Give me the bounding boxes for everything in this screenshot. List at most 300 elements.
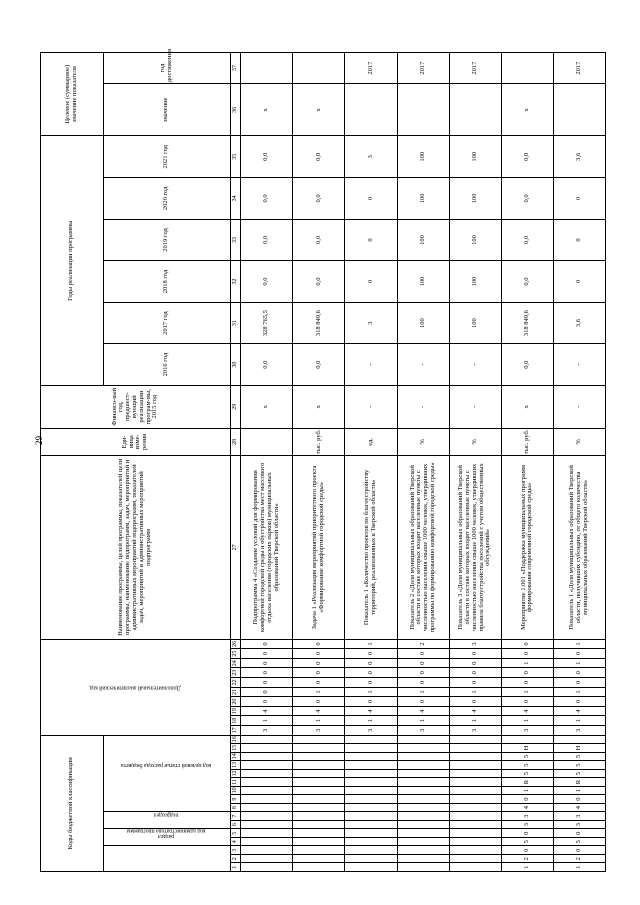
budget-code-cell [293,769,345,778]
budget-code-cell [397,846,449,855]
analytic-code-cell: 1 [293,687,345,697]
column-index-cell: 2 [230,854,240,863]
budget-code-cell: R [501,778,553,787]
program-table [40,49,606,872]
budget-code-cell: Н [501,744,553,753]
analytic-code-cell: 3 [293,726,345,736]
analytic-code-cell: 1 [449,716,501,726]
budget-code-cell: 5 [501,752,553,761]
budget-code-cell [345,812,397,821]
budget-code-cell [449,829,501,838]
analytic-code-cell: 0 [241,697,293,707]
analytic-code-cell: 0 [345,649,397,659]
year-value-cell: 3 [345,136,397,178]
unit-cell: % [397,428,449,456]
year-2019-header: 2019 год [103,219,230,261]
column-index-cell: 27 [230,456,240,639]
analytic-code-cell: 3 [449,639,501,649]
budget-code-cell [345,803,397,812]
budget-code-cell [241,837,293,846]
analytic-code-cell: 0 [449,668,501,678]
year-value-cell: 0,0 [501,219,553,261]
year-value-cell: 0,0 [241,261,293,303]
target-year-cell [241,53,293,84]
target-code-header: код целевой статьи расхода бюджета [103,735,230,812]
analytic-code-cell: 0 [345,697,397,707]
analytic-code-cell: 4 [345,706,397,716]
budget-code-cell: 3 [501,820,553,829]
budget-code-cell [241,752,293,761]
budget-code-cell: 3 [501,812,553,821]
year-value-cell: 100 [449,302,501,344]
budget-code-cell: 0 [501,829,553,838]
analytic-code-cell: 0 [397,697,449,707]
item-name-cell: Показатель 1 «Доля муниципальных образований Тверской области, получивших субсидию, от общего количества муниципальных образований Тверской области» [553,456,605,639]
budget-code-cell [241,735,293,744]
year-value-cell: 0,0 [501,344,553,386]
analytic-code-cell: 0 [397,658,449,668]
budget-code-cell: 0 [501,795,553,804]
budget-code-cell [345,752,397,761]
year-value-cell: 0,0 [241,219,293,261]
budget-code-cell: R [553,778,605,787]
document-sheet [40,49,606,872]
unit-cell [241,428,293,456]
budget-code-cell [241,778,293,787]
budget-code-cell [241,786,293,795]
header-row-1 [41,53,104,872]
target-cell: х [241,84,293,136]
year-2021-header: 2021 год [103,136,230,178]
year-2018-header: 2018 год [103,261,230,303]
budget-code-cell: 0 [501,846,553,855]
analytic-code-cell: 0 [501,697,553,707]
table-row [449,53,501,872]
fin-year-cell: - [345,385,397,428]
analytic-code-cell: 0 [293,697,345,707]
analytic-code-cell: 1 [345,639,397,649]
budget-code-cell [397,786,449,795]
table-row [553,53,605,872]
admin-code-header: код администратора программы [103,846,230,872]
analytic-code-cell: 3 [241,726,293,736]
budget-code-cell [449,837,501,846]
analytic-code-cell: 3 [397,726,449,736]
table-row [293,53,345,872]
budget-code-cell [293,778,345,787]
column-index-cell: 33 [230,219,240,261]
budget-code-cell [345,820,397,829]
budget-code-cell [397,769,449,778]
column-index-cell: 31 [230,302,240,344]
column-index-cell: 5 [230,829,240,838]
year-value-cell: 0,0 [293,178,345,220]
analytic-code-cell: 4 [241,706,293,716]
year-value-cell: 0,0 [241,178,293,220]
column-index-cell: 22 [230,678,240,688]
budget-code-cell [293,837,345,846]
budget-code-cell [449,761,501,770]
budget-code-cell: 0 [553,795,605,804]
table-row [501,53,553,872]
budget-code-cell [449,803,501,812]
years-header: Годы реализации программы [41,136,104,385]
analytic-code-cell: 0 [501,649,553,659]
budget-code-cell: 5 [501,761,553,770]
year-value-cell: 100 [449,261,501,303]
target-cell [553,84,605,136]
budget-code-cell [345,837,397,846]
budget-code-cell: 0 [553,846,605,855]
year-value-cell: 0 [553,261,605,303]
unit-cell: % [449,428,501,456]
budget-code-cell [449,744,501,753]
budget-code-cell: 5 [501,837,553,846]
subsection-header: подраздел [103,812,230,829]
target-year-cell: 2017 [449,53,501,84]
names-header: Наименование программы, целей программы, показателей цели программы, наименование подпрограмм, задач, мероприятий и административных мероприятий подпрограмм, показателей задач, мероприятий и административных мероприятий подпрограмм [41,456,231,639]
budget-code-cell: 1 [501,863,553,872]
year-value-cell: 0 [553,178,605,220]
analytic-code-cell: 4 [501,706,553,716]
year-2017-header: 2017 год [103,302,230,344]
analytic-code-cell: 1 [553,687,605,697]
column-index-cell: 12 [230,769,240,778]
budget-code-cell [293,795,345,804]
year-value-cell: 0,0 [241,136,293,178]
budget-codes-header: Коды бюджетной классификации [41,735,104,871]
unit-header: Еди-ница изме-рения [41,428,231,456]
target-year-cell [293,53,345,84]
analytic-code-cell: 0 [241,658,293,668]
budget-code-cell: 2 [553,854,605,863]
budget-code-cell [397,854,449,863]
year-value-cell: 0,0 [293,219,345,261]
column-index-cell: 29 [230,385,240,428]
budget-code-cell: 1 [553,786,605,795]
target-year-cell: 2017 [553,53,605,84]
year-value-cell: - [397,344,449,386]
analytic-code-cell: 4 [397,706,449,716]
budget-code-cell [293,735,345,744]
year-value-cell: 3,6 [553,302,605,344]
analytic-code-cell: 0 [501,678,553,688]
budget-code-cell [345,778,397,787]
budget-code-cell [241,795,293,804]
rotated-table-wrapper [40,49,606,872]
year-value-cell: 0,0 [241,344,293,386]
column-index-cell: 7 [230,812,240,821]
budget-code-cell [241,769,293,778]
column-index-cell: 26 [230,639,240,649]
budget-code-cell: 0 [553,829,605,838]
value-header: значение [103,84,230,136]
analytic-code-cell: 0 [553,678,605,688]
year-value-cell: 100 [449,136,501,178]
year-value-cell: 0,0 [293,136,345,178]
budget-code-cell [345,769,397,778]
analytic-code-cell: 0 [553,649,605,659]
budget-code-cell [293,786,345,795]
column-index-cell: 35 [230,136,240,178]
budget-code-cell: 5 [553,837,605,846]
analytic-code-cell: 1 [501,658,553,668]
target-year-cell: 2017 [397,53,449,84]
column-index-cell: 6 [230,820,240,829]
table-row [241,53,293,872]
year-value-cell: - [345,344,397,386]
analytic-code-cell: 3 [553,726,605,736]
budget-code-cell [241,854,293,863]
budget-code-cell [397,744,449,753]
table-row [397,53,449,872]
section-header: раздел [103,829,230,846]
budget-code-cell [397,803,449,812]
budget-code-cell [241,812,293,821]
budget-code-cell [345,744,397,753]
budget-code-cell: 1 [501,786,553,795]
analytic-code-cell: 0 [293,678,345,688]
target-year-cell: 2017 [345,53,397,84]
analytic-code-cell: 0 [553,697,605,707]
year-value-cell: - [553,344,605,386]
analytic-code-cell: 0 [397,678,449,688]
analytic-code-cell: 0 [241,687,293,697]
item-name-cell: Показатель 2 «Доля муниципальных образований Тверской области в составе которых входят населенные пункты с численностью населения свыше 1000 человек, утвердивших программы по формированию комфортной городской среды» [397,456,449,639]
column-index-cell: 16 [230,735,240,744]
budget-code-cell [241,803,293,812]
year-value-cell: 100 [397,302,449,344]
column-index-cell: 14 [230,752,240,761]
budget-code-cell [345,761,397,770]
item-name-cell: Задача 1 «Реализация мероприятий приоритетного проекта «Формирование комфортной городской среды» [293,456,345,639]
budget-code-cell [397,837,449,846]
column-index-cell: 13 [230,761,240,770]
budget-code-cell: 1 [553,863,605,872]
column-index-cell: 37 [230,53,240,84]
analytic-code-cell: 1 [553,716,605,726]
year-value-cell: 0,0 [293,344,345,386]
column-index-row [230,53,240,872]
target-cell [345,84,397,136]
item-name-cell: Подпрограмма 4 «Создание условий для формирования комфортной городской среды и обустройства мест массового отдыха населения (городских парков) муниципальных образований Тверской области» [241,456,293,639]
budget-code-cell [293,744,345,753]
year-value-cell: 3,6 [553,136,605,178]
analytic-code-cell: 0 [241,649,293,659]
budget-code-cell [397,761,449,770]
budget-code-cell [397,735,449,744]
analytic-code-cell: 1 [553,639,605,649]
budget-code-cell [449,812,501,821]
budget-code-cell [397,829,449,838]
analytic-code-cell: 0 [241,668,293,678]
budget-code-cell [241,820,293,829]
budget-code-cell [241,829,293,838]
table-row [345,53,397,872]
budget-code-cell [241,761,293,770]
analytic-code-cell: 0 [449,678,501,688]
budget-code-cell [293,846,345,855]
year-value-cell: 100 [397,136,449,178]
analytic-code-cell: 1 [397,687,449,697]
year-value-cell: 3 [345,302,397,344]
analytic-code-cell: 1 [397,716,449,726]
analytic-code-cell: 4 [293,706,345,716]
fin-year-cell: - [449,385,501,428]
budget-code-cell [449,863,501,872]
budget-code-cell: 4 [553,803,605,812]
year-value-cell: 0 [345,261,397,303]
year-value-cell: 318 849,6 [501,302,553,344]
budget-code-cell: 2 [501,854,553,863]
target-cell: х [293,84,345,136]
analytic-code-cell: 3 [501,726,553,736]
budget-code-cell: 3 [553,812,605,821]
year-value-cell: 0,0 [501,261,553,303]
column-index-cell: 25 [230,649,240,659]
budget-code-cell [449,769,501,778]
fin-year-cell: х [293,385,345,428]
column-index-cell: 4 [230,837,240,846]
budget-code-cell: 5 [501,769,553,778]
fin-year-header: Финансо-вый год, предшест-вующий реализации програм-мы, 2015 год [41,385,231,428]
column-index-cell: 3 [230,846,240,855]
year-value-cell: 100 [449,178,501,220]
analytic-code-cell: 0 [241,639,293,649]
analytic-code-header: Дополнительный аналитический код [41,639,231,735]
budget-code-cell [241,744,293,753]
budget-code-cell [397,795,449,804]
budget-code-cell [501,735,553,744]
analytic-code-cell: 0 [293,639,345,649]
budget-code-cell: Н [553,744,605,753]
budget-code-cell [293,820,345,829]
year-value-cell: 0,0 [293,261,345,303]
budget-code-cell [345,735,397,744]
budget-code-cell [449,786,501,795]
analytic-code-cell: 1 [345,687,397,697]
budget-code-cell [293,812,345,821]
year-value-cell: 0 [553,219,605,261]
analytic-code-cell: 1 [345,716,397,726]
column-index-cell: 19 [230,706,240,716]
target-cell: х [501,84,553,136]
analytic-code-cell: 0 [553,668,605,678]
analytic-code-cell: 0 [293,658,345,668]
column-index-cell: 34 [230,178,240,220]
budget-code-cell: 5 [553,769,605,778]
budget-code-cell [397,752,449,761]
analytic-code-cell: 0 [241,678,293,688]
analytic-code-cell: 1 [501,716,553,726]
item-name-cell: Показатель 1 «Количество проектов по благоустройству территорий, реализованных в Тверской области» [345,456,397,639]
budget-code-cell [345,854,397,863]
column-index-cell: 9 [230,795,240,804]
analytic-code-cell: 0 [449,658,501,668]
budget-code-cell [345,863,397,872]
budget-code-cell [449,795,501,804]
budget-code-cell [449,846,501,855]
analytic-code-cell: 3 [449,726,501,736]
fin-year-cell: х [501,385,553,428]
column-index-cell: 15 [230,744,240,753]
year-value-cell: 0,0 [501,136,553,178]
column-index-cell: 18 [230,716,240,726]
budget-code-cell [293,829,345,838]
analytic-code-cell: 3 [345,726,397,736]
analytic-code-cell: 0 [293,668,345,678]
budget-code-cell [449,820,501,829]
budget-code-cell [345,786,397,795]
year-value-cell: 100 [449,219,501,261]
budget-code-cell [397,778,449,787]
budget-code-cell [397,820,449,829]
column-index-cell: 8 [230,803,240,812]
year-2016-header: 2016 год [103,344,230,386]
fin-year-cell: - [397,385,449,428]
year-value-cell: 100 [397,261,449,303]
budget-code-cell [553,735,605,744]
column-index-cell: 36 [230,84,240,136]
column-index-cell: 24 [230,658,240,668]
fin-year-cell: - [553,385,605,428]
target-cell [449,84,501,136]
item-name-cell: Показатель 3 «Доля муниципальных образований Тверской области в составе которых входят населенные пункты с численностью населения свыше 1000 человек, утвердивших правила благоустройства поселений с учетом общественных обсуждений» [449,456,501,639]
column-index-cell: 10 [230,786,240,795]
year-reached-header: год достижения [103,53,230,84]
budget-code-cell [449,735,501,744]
analytic-code-cell: 1 [553,658,605,668]
analytic-code-cell: 1 [293,716,345,726]
target-value-header: Целевое (суммарное) значение показателя [41,53,104,136]
budget-code-cell [293,863,345,872]
column-index-cell: 32 [230,261,240,303]
column-index-cell: 20 [230,697,240,707]
analytic-code-cell: 1 [501,687,553,697]
budget-code-cell [397,812,449,821]
unit-cell: тыс. руб. [501,428,553,456]
analytic-code-cell: 4 [449,706,501,716]
year-value-cell: 100 [397,178,449,220]
target-cell [397,84,449,136]
year-value-cell: 0 [345,178,397,220]
analytic-code-cell: 0 [345,678,397,688]
budget-code-cell: 5 [553,761,605,770]
budget-code-cell [241,846,293,855]
analytic-code-cell: 0 [397,649,449,659]
analytic-code-cell: 0 [449,697,501,707]
year-value-cell: - [449,344,501,386]
item-name-cell: Мероприятие 1.001 «Поддержка муниципальных программ формирования современной городской среды» [501,456,553,639]
unit-cell: ед. [345,428,397,456]
year-value-cell: 328 765,5 [241,302,293,344]
year-2020-header: 2020 год [103,178,230,220]
budget-code-cell [345,846,397,855]
column-index-cell: 11 [230,778,240,787]
budget-code-cell [449,752,501,761]
fin-year-cell: х [241,385,293,428]
column-index-cell: 28 [230,428,240,456]
unit-cell: тыс. руб. [293,428,345,456]
analytic-code-cell: 0 [501,639,553,649]
analytic-code-cell: 1 [449,687,501,697]
page-number: 29 [34,436,44,445]
analytic-code-cell: 0 [293,649,345,659]
analytic-code-cell: 0 [449,649,501,659]
budget-code-cell: 4 [501,803,553,812]
unit-cell: % [553,428,605,456]
budget-code-cell: 5 [553,752,605,761]
